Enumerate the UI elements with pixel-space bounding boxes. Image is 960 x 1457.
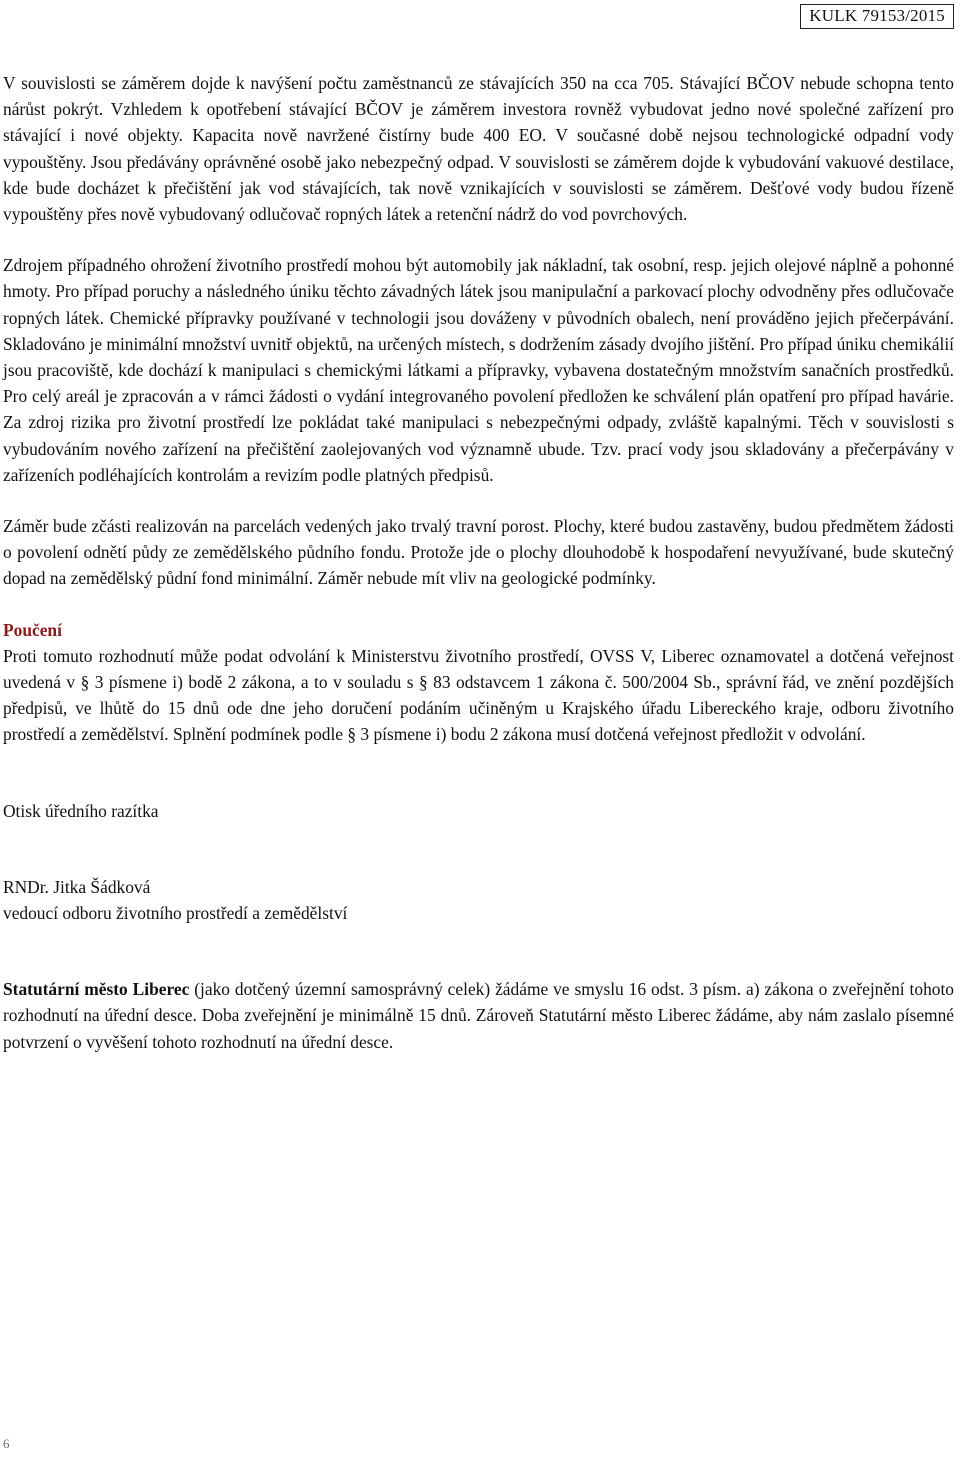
pouceni-heading: Poučení: [3, 619, 62, 640]
paragraph-land-use: Záměr bude zčásti realizován na parcelách vedených jako trvalý travní porost. Plochy, které budou zastavěny, budou předmětem žádosti o povolení odnětí půdy ze zemědělského půdního fondu. Protože jde o plochy dlouhodobě k hospodaření nevyužívané, bude skutečný dopad na zemědělský půdní fond minimální. Záměr nebude mít vliv na geologické podmínky.: [3, 516, 954, 589]
notice-text: (jako dotčený územní samosprávný celek) žádáme ve smyslu 16 odst. 3 písm. a) zákona o zveřejnění tohoto rozhodnutí na úřední desce. Doba zveřejnění je minimálně 15 dnů. Zároveň Statutární město Liberec žádáme, aby nám zaslalo písemné potvrzení o vyvěšení tohoto rozhodnutí na úřední desce.: [3, 979, 954, 1052]
page-number: 6: [3, 1436, 10, 1451]
section-spacer: [3, 748, 954, 798]
signatory-name: RNDr. Jitka Šádková: [3, 876, 151, 897]
section-spacer: [3, 926, 954, 976]
document-body: [3, 70, 954, 1055]
section-spacer: [3, 824, 954, 874]
paragraph-wastewater: V souvislosti se záměrem dojde k navýšení počtu zaměstnanců ze stávajících 350 na cca 705. Stávající BČOV nebude schopna tento nárůst pokrýt. Vzhledem k opotřebení stávající BČOV je záměrem investora rovněž vybudovat jedno nové společné zařízení pro stávající i nové objekty. Kapacita nově navržené čistírny bude 400 EO. V současné době nejsou technologické odpadní vody vypouštěny. Jsou předávány oprávněné osobě jako nebezpečný odpad. V souvislosti se záměrem dojde k vybudování vakuové destilace, kde bude docházet k přečištění jak vod stávajících, tak nově vznikajících v souvislosti se záměrem. Dešťové vody budou řízeně vypouštěny přes nově vybudovaný odlučovač ropných látek a retenční nádrž do vod povrchových.: [3, 73, 954, 225]
stamp-label: Otisk úředního razítka: [3, 800, 159, 821]
paragraph-spacer: [3, 592, 954, 617]
document-reference-number: KULK 79153/2015: [800, 4, 954, 29]
paragraph-spacer: [3, 227, 954, 252]
pouceni-text: Proti tomuto rozhodnutí může podat odvolání k Ministerstvu životního prostředí, OVSS V, Liberec oznamovatel a dotčená veřejnost uvedená v § 3 písmene i) bodě 2 zákona, a to v souladu s § 83 odstavcem 1 zákona č. 500/2004 Sb., správní řád, ve znění pozdějších předpisů, ve lhůtě do 15 dnů ode dne jeho doručení podáním učiněným u Krajského úřadu Libereckého kraje, odboru životního prostředí a zemědělství. Splnění podmínek podle § 3 písmene i) bodu 2 zákona musí dotčená veřejnost předložit v odvolání.: [3, 645, 954, 745]
paragraph-environmental-risk: Zdrojem případného ohrožení životního prostředí mohou být automobily jak nákladní, tak osobní, resp. jejich olejové náplně a pohonné hmoty. Pro případ poruchy a následného úniku těchto závadných látek jsou manipulační a parkovací plochy odvodněny přes odlučovače ropných látek. Chemické přípravky používané v technologii jsou dováženy v původních obalech, není prováděno jejich přečerpávání. Skladováno je minimální množství uvnitř objektů, na určených místech, s dodržením zásady dvojího jištění. Pro případ úniku chemikálií jsou pracoviště, kde dochází k manipulaci s chemickými látkami a přípravky, vybavena dostatečným množstvím sanačních prostředků. Pro celý areál je zpracován a v rámci žádosti o vydání integrovaného povolení předložen ke schválení plán opatření pro případ havárie. Za zdroj rizika pro životní prostředí lze pokládat také manipulaci s nebezpečnými odpady, zvláště kapalnými. Těch v souvislosti s vybudováním nového zařízení na přečištění zaolejovaných vod významně ubude. Tzv. prací vody jsou skladovány a přečerpávány v zařízeních podléhajících kontrolám a revizím podle platných předpisů.: [3, 255, 954, 485]
paragraph-spacer: [3, 488, 954, 513]
signatory-title: vedoucí odboru životního prostředí a zemědělství: [3, 903, 348, 924]
notice-recipient: Statutární město Liberec: [3, 979, 190, 1000]
publication-notice: [3, 976, 954, 1055]
